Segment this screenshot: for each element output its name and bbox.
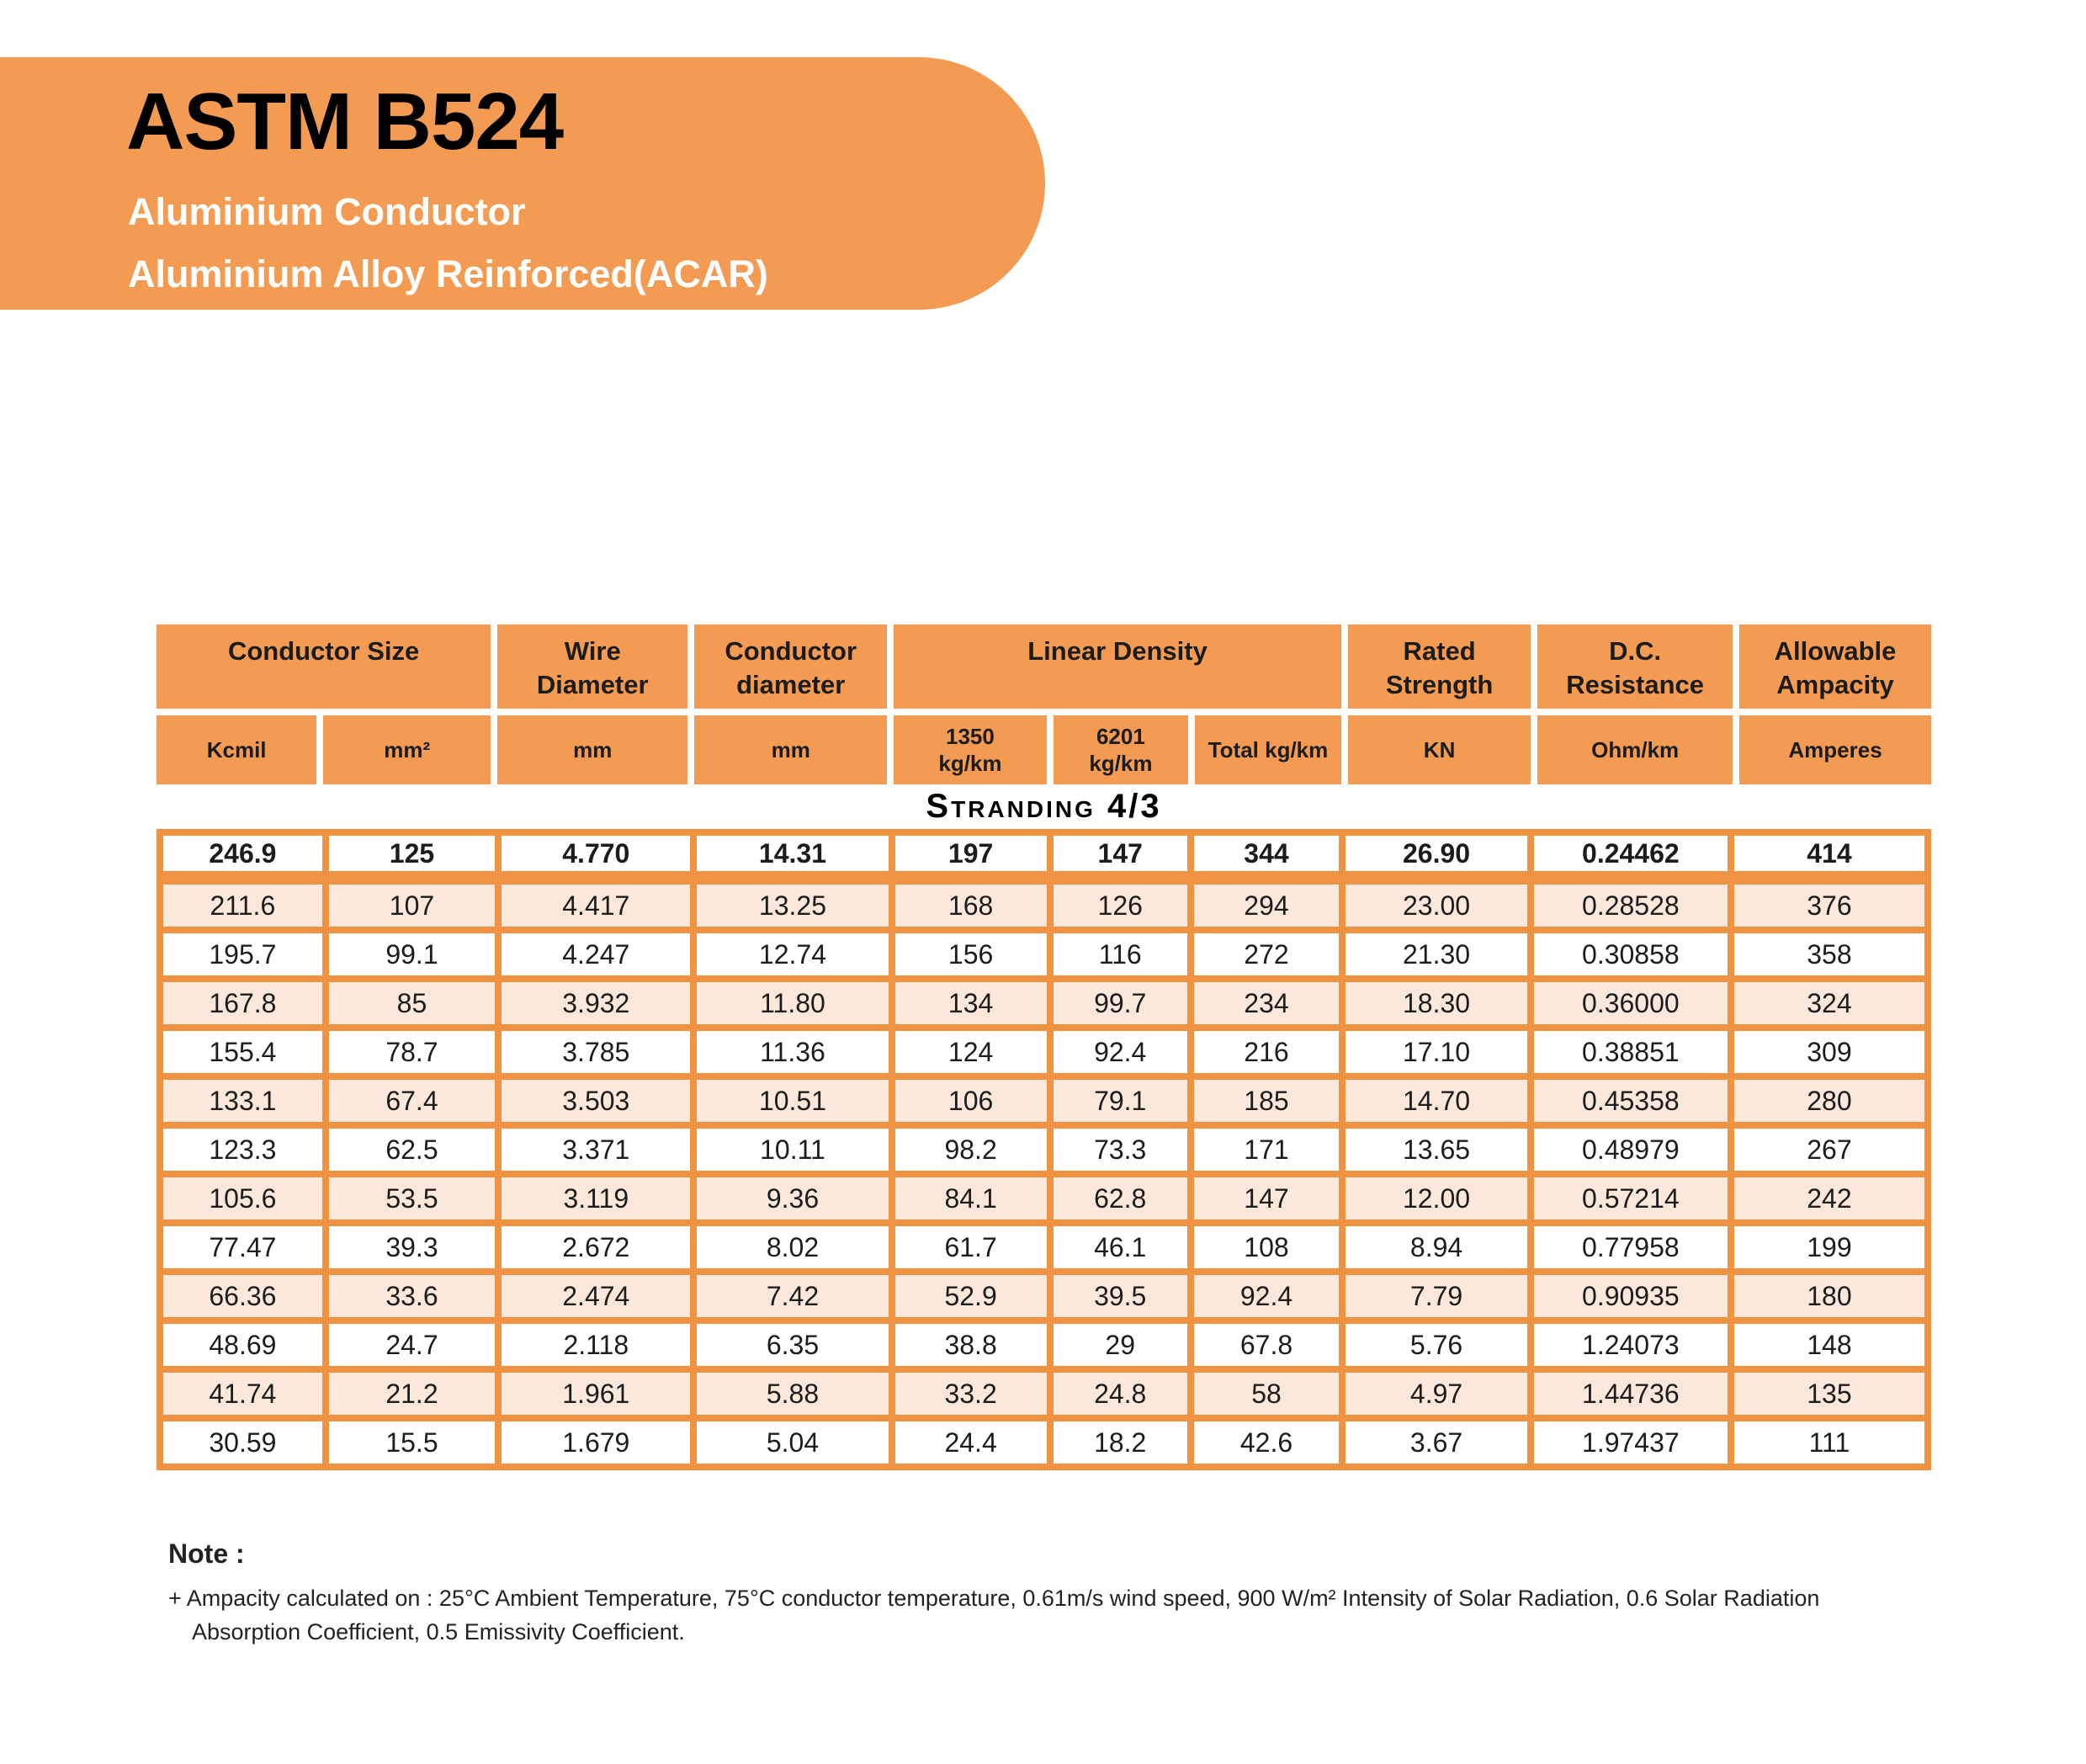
table-cell: 24.8	[1054, 1373, 1187, 1415]
unit-line: mm	[573, 737, 613, 762]
header-line: Rated	[1403, 636, 1476, 666]
table-cell: 66.36	[163, 1275, 322, 1317]
table-header-units	[157, 715, 1931, 784]
note-block	[168, 1538, 1935, 1649]
spec-table	[157, 624, 1931, 1470]
table-cell: 62.5	[329, 1129, 495, 1171]
table-cell: 3.503	[502, 1080, 690, 1122]
table-cell: 0.48979	[1534, 1129, 1728, 1171]
table-cell: 2.672	[502, 1226, 690, 1268]
table-cell: 116	[1054, 933, 1187, 975]
table-cell: 0.36000	[1534, 982, 1728, 1024]
table-cell: 180	[1734, 1275, 1924, 1317]
table-cell: 376	[1734, 885, 1924, 927]
table-cell: 133.1	[163, 1080, 322, 1122]
table-cell: 344	[1194, 836, 1339, 878]
table-cell: 11.80	[697, 982, 888, 1024]
table-cell: 62.8	[1054, 1177, 1187, 1219]
table-cell: 21.30	[1346, 933, 1527, 975]
header-line: Conductor Size	[227, 636, 420, 666]
header-group-rated-strength	[1348, 624, 1531, 709]
table-cell: 108	[1194, 1226, 1339, 1268]
table-cell: 197	[895, 836, 1047, 878]
header-unit-mm2	[323, 715, 491, 784]
table-cell: 0.30858	[1534, 933, 1728, 975]
table-cell: 105.6	[163, 1177, 322, 1219]
subtitle-line-1: Aluminium Conductor	[128, 190, 526, 233]
header-unit-1350-kgkm	[894, 715, 1047, 784]
table-cell: 324	[1734, 982, 1924, 1024]
header-unit-6201-kgkm	[1054, 715, 1188, 784]
unit-line: Ohm/km	[1591, 737, 1680, 762]
table-cell: 12.74	[697, 933, 888, 975]
table-cell: 13.65	[1346, 1129, 1527, 1171]
header-line: Conductor	[725, 636, 857, 666]
table-cell: 0.90935	[1534, 1275, 1728, 1317]
header-unit-total-kgkm	[1195, 715, 1341, 784]
header-line: diameter	[736, 670, 846, 699]
table-cell: 77.47	[163, 1226, 322, 1268]
header-unit-conductor-mm	[694, 715, 887, 784]
unit-line: KN	[1423, 737, 1456, 762]
table-cell: 155.4	[163, 1031, 322, 1073]
header-unit-wire-mm	[497, 715, 687, 784]
table-cell: 98.2	[895, 1129, 1047, 1171]
table-cell: 195.7	[163, 933, 322, 975]
table-cell: 38.8	[895, 1324, 1047, 1366]
table-cell: 53.5	[329, 1177, 495, 1219]
table-cell: 124	[895, 1031, 1047, 1073]
table-cell: 1.44736	[1534, 1373, 1728, 1415]
table-cell: 147	[1194, 1177, 1339, 1219]
table-cell: 414	[1734, 836, 1924, 878]
table-cell: 39.3	[329, 1226, 495, 1268]
table-cell: 111	[1734, 1421, 1924, 1464]
table-cell: 134	[895, 982, 1047, 1024]
table-cell: 3.67	[1346, 1421, 1527, 1464]
table-cell: 99.1	[329, 933, 495, 975]
table-cell: 272	[1194, 933, 1339, 975]
table-cell: 5.88	[697, 1373, 888, 1415]
section-title-stranding: Stranding 4/3	[926, 788, 1162, 825]
table-cell: 211.6	[163, 885, 322, 927]
table-cell: 33.2	[895, 1373, 1047, 1415]
table-cell: 17.10	[1346, 1031, 1527, 1073]
table-cell: 67.8	[1194, 1324, 1339, 1366]
table-cell: 2.118	[502, 1324, 690, 1366]
table-cell: 3.932	[502, 982, 690, 1024]
table-cell: 123.3	[163, 1129, 322, 1171]
header-line: Resistance	[1566, 670, 1704, 699]
table-cell: 9.36	[697, 1177, 888, 1219]
header-group-linear-density	[894, 624, 1341, 709]
table-body	[157, 829, 1931, 1470]
table-cell: 1.961	[502, 1373, 690, 1415]
header-unit-amperes	[1739, 715, 1931, 784]
table-cell: 52.9	[895, 1275, 1047, 1317]
table-cell: 4.97	[1346, 1373, 1527, 1415]
table-cell: 280	[1734, 1080, 1924, 1122]
table-cell: 8.02	[697, 1226, 888, 1268]
header-group-conductor-size	[157, 624, 491, 709]
table-cell: 92.4	[1194, 1275, 1339, 1317]
header-line: Wire	[564, 636, 621, 666]
note-line-1: + Ampacity calculated on : 25°C Ambient Temperature, 75°C conductor temperature, 0.61m/s wind speed, 900 W/m² Intensity of Solar Radiation, 0.6 Solar Radiation	[168, 1586, 1820, 1611]
table-cell: 0.57214	[1534, 1177, 1728, 1219]
table-cell: 14.31	[697, 836, 888, 878]
table-cell: 5.04	[697, 1421, 888, 1464]
table-cell: 185	[1194, 1080, 1339, 1122]
header-group-dc-resistance	[1537, 624, 1733, 709]
header-group-wire-diameter	[497, 624, 687, 709]
table-cell: 107	[329, 885, 495, 927]
table-cell: 15.5	[329, 1421, 495, 1464]
table-cell: 126	[1054, 885, 1187, 927]
table-cell: 41.74	[163, 1373, 322, 1415]
table-cell: 10.51	[697, 1080, 888, 1122]
header-line: D.C.	[1609, 636, 1662, 666]
table-cell: 8.94	[1346, 1226, 1527, 1268]
table-cell: 156	[895, 933, 1047, 975]
header-unit-kn	[1348, 715, 1531, 784]
table-cell: 358	[1734, 933, 1924, 975]
table-cell: 4.247	[502, 933, 690, 975]
header-line: Allowable	[1774, 636, 1897, 666]
table-cell: 0.45358	[1534, 1080, 1728, 1122]
header-line: Diameter	[536, 670, 649, 699]
table-cell: 11.36	[697, 1031, 888, 1073]
note-heading: Note :	[168, 1538, 245, 1569]
table-cell: 73.3	[1054, 1129, 1187, 1171]
table-cell: 234	[1194, 982, 1339, 1024]
table-cell: 171	[1194, 1129, 1339, 1171]
table-cell: 267	[1734, 1129, 1924, 1171]
table-cell: 135	[1734, 1373, 1924, 1415]
table-cell: 85	[329, 982, 495, 1024]
table-cell: 5.76	[1346, 1324, 1527, 1366]
table-cell: 67.4	[329, 1080, 495, 1122]
unit-line: Kcmil	[206, 737, 267, 762]
table-cell: 1.97437	[1534, 1421, 1728, 1464]
unit-line: kg/km	[938, 751, 1002, 776]
table-cell: 79.1	[1054, 1080, 1187, 1122]
table-cell: 106	[895, 1080, 1047, 1122]
header-banner	[0, 57, 1045, 310]
table-cell: 24.4	[895, 1421, 1047, 1464]
table-cell: 7.79	[1346, 1275, 1527, 1317]
table-cell: 3.371	[502, 1129, 690, 1171]
table-cell: 309	[1734, 1031, 1924, 1073]
header-group-allowable-ampacity	[1739, 624, 1931, 709]
header-line: Linear Density	[1027, 636, 1208, 666]
table-cell: 10.11	[697, 1129, 888, 1171]
header-unit-kcmil	[157, 715, 316, 784]
table-cell: 199	[1734, 1226, 1924, 1268]
table-cell: 21.2	[329, 1373, 495, 1415]
table-cell: 18.30	[1346, 982, 1527, 1024]
unit-line: 6201	[1096, 724, 1145, 749]
table-cell: 246.9	[163, 836, 322, 878]
table-cell: 167.8	[163, 982, 322, 1024]
table-cell: 39.5	[1054, 1275, 1187, 1317]
table-cell: 7.42	[697, 1275, 888, 1317]
page-title: ASTM B524	[126, 77, 564, 167]
table-cell: 1.679	[502, 1421, 690, 1464]
table-cell: 12.00	[1346, 1177, 1527, 1219]
table-cell: 3.785	[502, 1031, 690, 1073]
table-cell: 23.00	[1346, 885, 1527, 927]
table-cell: 58	[1194, 1373, 1339, 1415]
unit-line: kg/km	[1089, 751, 1153, 776]
table-cell: 4.770	[502, 836, 690, 878]
unit-line: 1350	[946, 724, 995, 749]
table-cell: 42.6	[1194, 1421, 1339, 1464]
table-cell: 99.7	[1054, 982, 1187, 1024]
table-cell: 92.4	[1054, 1031, 1187, 1073]
unit-line: Total kg/km	[1208, 737, 1329, 762]
header-group-conductor-diameter	[694, 624, 887, 709]
table-cell: 4.417	[502, 885, 690, 927]
subtitle-line-2: Aluminium Alloy Reinforced(ACAR)	[128, 252, 768, 295]
table-header-groups	[157, 624, 1931, 709]
unit-line: Amperes	[1788, 737, 1882, 762]
header-line: Strength	[1385, 670, 1494, 699]
table-cell: 84.1	[895, 1177, 1047, 1219]
table-cell: 78.7	[329, 1031, 495, 1073]
table-cell: 61.7	[895, 1226, 1047, 1268]
table-cell: 6.35	[697, 1324, 888, 1366]
table-cell: 168	[895, 885, 1047, 927]
note-line-2: Absorption Coefficient, 0.5 Emissivity Coefficient.	[192, 1619, 685, 1644]
table-cell: 0.24462	[1534, 836, 1728, 878]
table-cell: 216	[1194, 1031, 1339, 1073]
table-cell: 3.119	[502, 1177, 690, 1219]
table-cell: 26.90	[1346, 836, 1527, 878]
table-cell: 29	[1054, 1324, 1187, 1366]
table-cell: 13.25	[697, 885, 888, 927]
table-cell: 242	[1734, 1177, 1924, 1219]
table-cell: 294	[1194, 885, 1339, 927]
table-cell: 48.69	[163, 1324, 322, 1366]
table-cell: 0.28528	[1534, 885, 1728, 927]
table-cell: 30.59	[163, 1421, 322, 1464]
header-line: Ampacity	[1776, 670, 1894, 699]
unit-line: mm	[771, 737, 810, 762]
table-cell: 148	[1734, 1324, 1924, 1366]
table-cell: 24.7	[329, 1324, 495, 1366]
table-cell: 33.6	[329, 1275, 495, 1317]
table-cell: 0.38851	[1534, 1031, 1728, 1073]
table-cell: 147	[1054, 836, 1187, 878]
unit-line: mm²	[384, 737, 431, 762]
header-unit-ohmkm	[1537, 715, 1733, 784]
table-cell: 2.474	[502, 1275, 690, 1317]
table-cell: 14.70	[1346, 1080, 1527, 1122]
table-cell: 46.1	[1054, 1226, 1187, 1268]
table-cell: 18.2	[1054, 1421, 1187, 1464]
table-cell: 1.24073	[1534, 1324, 1728, 1366]
table-cell: 125	[329, 836, 495, 878]
table-cell: 0.77958	[1534, 1226, 1728, 1268]
